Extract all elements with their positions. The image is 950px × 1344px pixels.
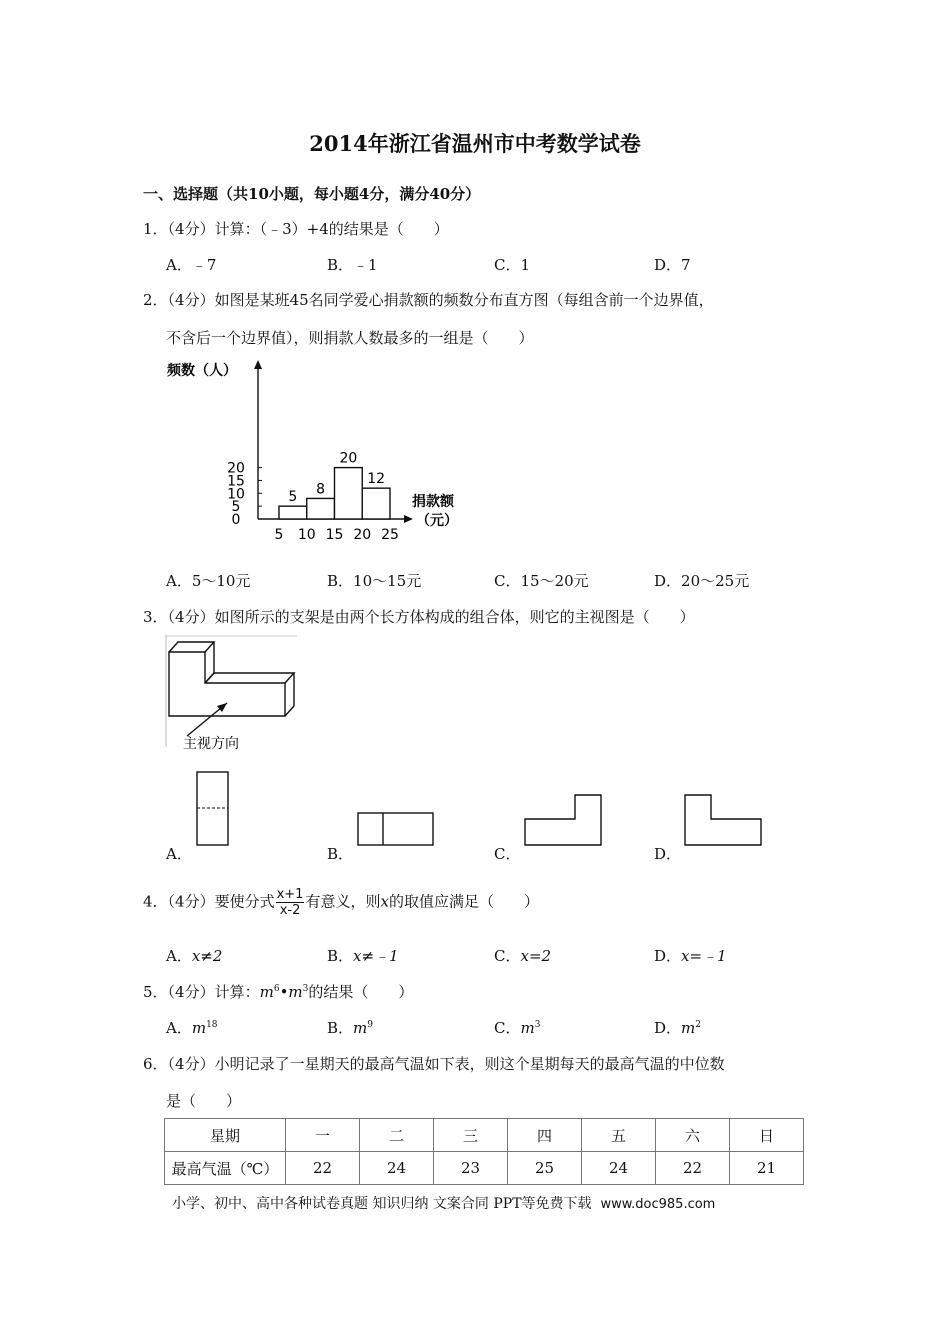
table-cell: 日 bbox=[730, 1119, 804, 1152]
histogram-bar bbox=[335, 468, 363, 519]
q5-option-c: C．$m^3$ bbox=[494, 1019, 541, 1037]
table-cell: 六 bbox=[656, 1119, 730, 1152]
chart-ylabel: 频数（人） bbox=[167, 363, 237, 379]
question-3: 3．（4分）如图所示的支架是由两个长方体构成的组合体，则它的主视图是（ ） bbox=[143, 608, 695, 626]
x-tick-label: 25 bbox=[381, 527, 399, 543]
q4-numerator: x+1 bbox=[276, 887, 304, 902]
q3-option-a: A． bbox=[166, 845, 192, 863]
table-row bbox=[165, 1152, 804, 1185]
q1-option-c: C．1 bbox=[494, 256, 531, 274]
q3-option-b: B． bbox=[327, 845, 354, 863]
histogram-bar bbox=[307, 498, 335, 519]
question-2-line2: 不含后一个边界值），则捐款人数最多的一组是（ ） bbox=[166, 329, 534, 347]
question-4 bbox=[143, 887, 539, 918]
bracket-3d-figure bbox=[165, 635, 300, 755]
table-cell: 25 bbox=[508, 1152, 582, 1185]
histogram-bar bbox=[279, 506, 307, 519]
question-6-line2: 是（ ） bbox=[166, 1092, 242, 1110]
q3-option-c-figure bbox=[523, 793, 605, 848]
y-tick-label: 5 bbox=[231, 499, 241, 516]
table-cell: 星期 bbox=[165, 1119, 286, 1152]
bar-value-label: 20 bbox=[339, 450, 358, 467]
q5-option-d: D．$m^2$ bbox=[654, 1019, 701, 1037]
chart-xlabel-line1: 捐款额 bbox=[412, 494, 454, 510]
histogram-bar bbox=[362, 488, 390, 519]
q5-option-b: B．$m^9$ bbox=[327, 1019, 373, 1037]
y-tick-label: 15 bbox=[227, 473, 245, 490]
table-cell: 二 bbox=[360, 1119, 434, 1152]
question-6-line1: 6．（4分）小明记录了一星期天的最高气温如下表，则这个星期每天的最高气温的中位数 bbox=[143, 1055, 725, 1073]
x-axis-arrow bbox=[404, 515, 413, 523]
y-tick-label: 10 bbox=[227, 486, 245, 503]
table-cell: 四 bbox=[508, 1119, 582, 1152]
question-1: 1．（4分）计算：（﹣3）+4的结果是（ ） bbox=[143, 220, 449, 238]
question-2-line1: 2．（4分）如图是某班45名同学爱心捐款额的频数分布直方图（每组含前一个边界值， bbox=[143, 291, 714, 309]
x-tick-label: 15 bbox=[325, 527, 344, 543]
view-direction-label: 主视方向 bbox=[183, 736, 239, 752]
table-cell: 22 bbox=[656, 1152, 730, 1185]
q4-option-b: B．x≠﹣1 bbox=[327, 947, 399, 965]
y-tick-label: 0 bbox=[231, 512, 241, 528]
table-cell: 一 bbox=[286, 1119, 360, 1152]
q4-option-a: A．x≠2 bbox=[166, 947, 223, 965]
bar-value-label: 5 bbox=[288, 489, 298, 506]
section-heading: 一、选择题（共10小题，每小题4分，满分40分） bbox=[143, 185, 481, 203]
histogram-chart bbox=[160, 355, 490, 550]
table-header-row bbox=[165, 1119, 804, 1152]
q4-prefix: 4．（4分）要使分式 bbox=[143, 892, 275, 911]
q4-fraction bbox=[276, 887, 305, 918]
q4-variable: x bbox=[380, 892, 389, 911]
bar-value-label: 12 bbox=[367, 471, 386, 488]
table-cell: 24 bbox=[360, 1152, 434, 1185]
y-tick-label: 20 bbox=[227, 460, 245, 477]
q4-suffix: 的取值应满足（ ） bbox=[388, 892, 539, 911]
question-5: 5．（4分）计算：$m^6•m^3$的结果（ ） bbox=[143, 983, 414, 1001]
q3-option-c: C． bbox=[494, 845, 521, 863]
page-title: 2014年浙江省温州市中考数学试卷 bbox=[309, 131, 641, 156]
x-tick-label: 5 bbox=[274, 527, 284, 543]
footer-url: www.doc985.com bbox=[600, 1197, 716, 1212]
q2-option-a: A．5～10元 bbox=[166, 572, 251, 590]
x-tick-label: 20 bbox=[353, 527, 372, 543]
table-cell: 24 bbox=[582, 1152, 656, 1185]
q4-middle: 有意义，则 bbox=[305, 892, 381, 911]
q2-option-b: B．10～15元 bbox=[327, 572, 422, 590]
q2-option-d: D．20～25元 bbox=[654, 572, 750, 590]
table-cell: 五 bbox=[582, 1119, 656, 1152]
footer-text: 小学、初中、高中各种试卷真题 知识归纳 文案合同 PPT等免费下载 bbox=[172, 1196, 592, 1212]
q3-option-b-figure bbox=[356, 811, 436, 848]
y-axis-arrow bbox=[254, 360, 262, 369]
q1-option-d: D．7 bbox=[654, 256, 691, 274]
table-cell: 三 bbox=[434, 1119, 508, 1152]
temperature-table bbox=[164, 1118, 804, 1185]
q4-option-c: C．x=2 bbox=[494, 947, 552, 965]
q3-option-d-figure bbox=[683, 793, 765, 848]
table-cell: 22 bbox=[286, 1152, 360, 1185]
footer bbox=[172, 1193, 715, 1213]
q3-option-a-figure bbox=[195, 770, 231, 848]
x-tick-label: 10 bbox=[297, 527, 316, 543]
chart-xlabel-line2: （元） bbox=[416, 513, 458, 529]
bar-value-label: 8 bbox=[316, 481, 326, 498]
table-cell: 21 bbox=[730, 1152, 804, 1185]
q3-option-d: D． bbox=[654, 845, 682, 863]
q4-denominator: x-2 bbox=[279, 903, 301, 918]
table-cell: 23 bbox=[434, 1152, 508, 1185]
q2-option-c: C．15～20元 bbox=[494, 572, 589, 590]
q4-option-d: D．x=﹣1 bbox=[654, 947, 727, 965]
table-cell: 最高气温（℃） bbox=[165, 1152, 286, 1185]
q1-option-b: B．﹣1 bbox=[327, 256, 378, 274]
q1-option-a: A．﹣7 bbox=[166, 256, 217, 274]
q5-option-a: A．$m^{18}$ bbox=[166, 1019, 218, 1037]
